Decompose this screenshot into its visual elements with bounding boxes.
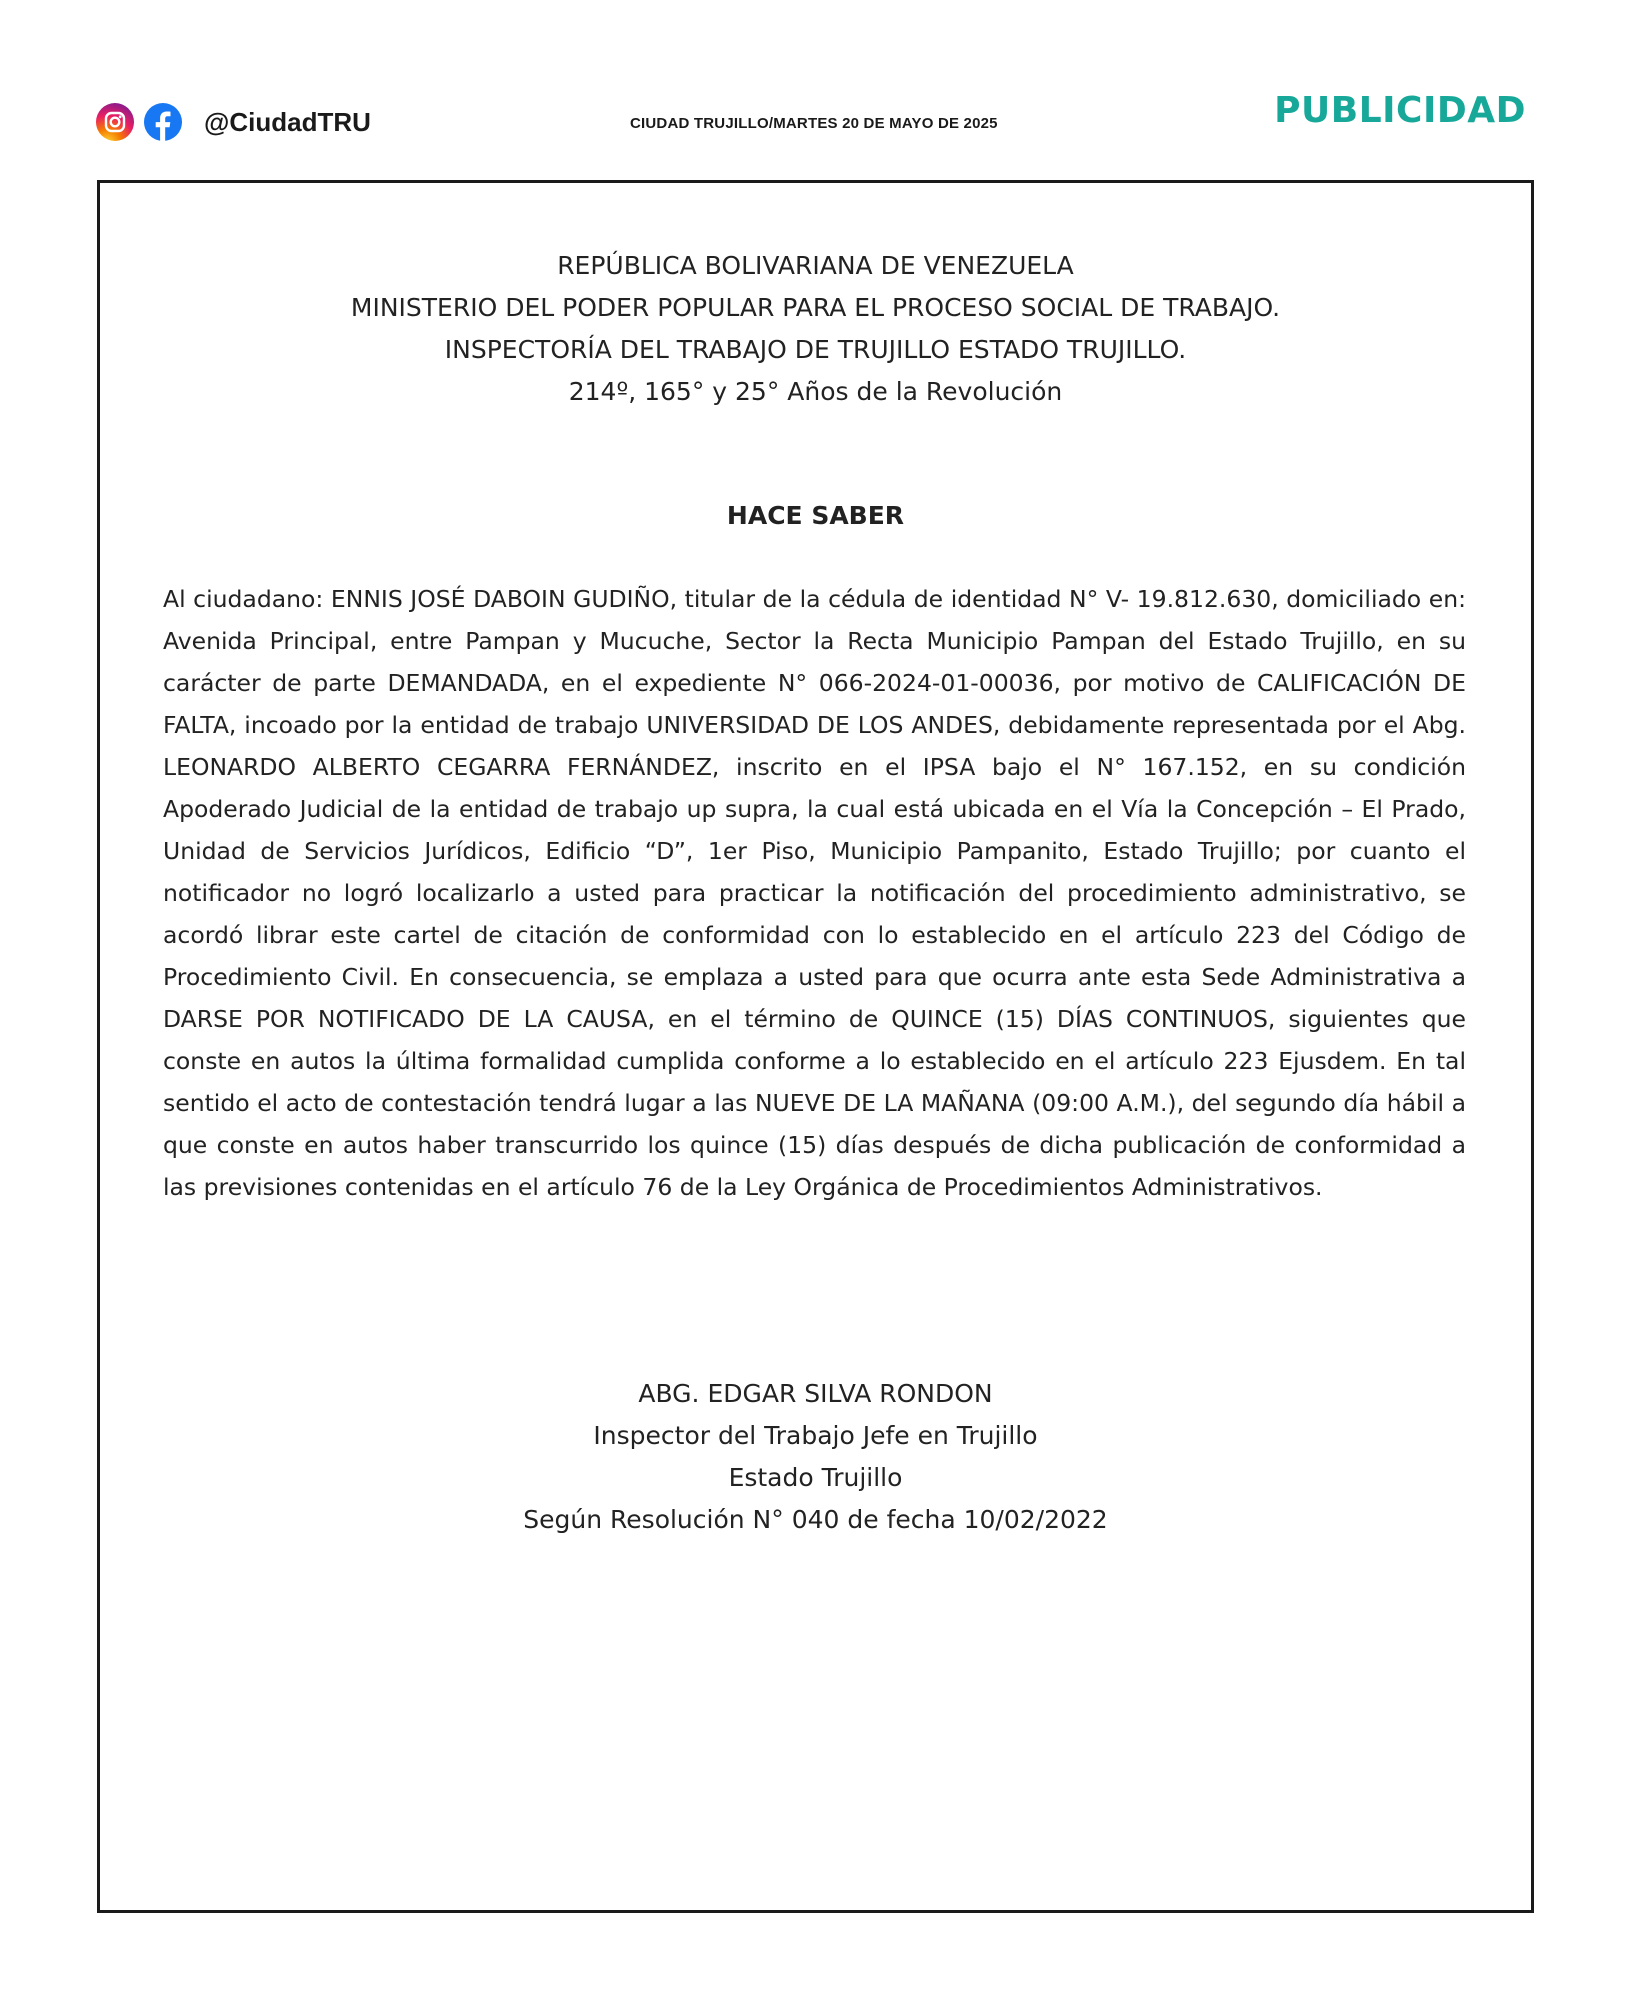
signature-line: ABG. EDGAR SILVA RONDON	[638, 1379, 993, 1408]
legal-notice	[97, 180, 1534, 1913]
signature-line: Estado Trujillo	[728, 1463, 903, 1492]
notice-title: HACE SABER	[726, 501, 905, 530]
page-header	[0, 0, 1634, 170]
heading-line: MINISTERIO DEL PODER POPULAR PARA EL PROCESO SOCIAL DE TRABAJO.	[350, 293, 1281, 322]
heading-line: INSPECTORÍA DEL TRABAJO DE TRUJILLO ESTADO TRUJILLO.	[444, 335, 1187, 364]
facebook-icon[interactable]	[144, 103, 182, 141]
issuing-authority	[100, 245, 1531, 413]
notice-body: Al ciudadano: ENNIS JOSÉ DABOIN GUDIÑO, titular de la cédula de identidad N° V- 19.812.630, domiciliado en: Avenida Principal, entre Pampan y Mucuche, Sector la Recta Municipio Pampan del Estado Trujillo, en su carácter de parte DEMANDADA, en el expediente N° 066-2024-01-00036, por motivo de CALIFICACIÓN DE FALTA, incoado por la entidad de trabajo UNIVERSIDAD DE LOS ANDES, debidamente representada por el Abg. LEONARDO ALBERTO CEGARRA FERNÁNDEZ, inscrito en el IPSA bajo el N° 167.152, en su condición Apoderado Judicial de la entidad de trabajo up supra, la cual está ubicada en el Vía la Concepción – El Prado, Unidad de Servicios Jurídicos, Edificio “D”, 1er Piso, Municipio Pampanito, Estado Trujillo; por cuanto el notificador no logró localizarlo a usted para practicar la notificación del procedimiento administrativo, se acordó librar este cartel de citación de conformidad con lo establecido en el artículo 223 del Código de Procedimiento Civil. En consecuencia, se emplaza a usted para que ocurra ante esta Sede Administrativa a DARSE POR NOTIFICADO DE LA CAUSA, en el término de QUINCE (15) DÍAS CONTINUOS, siguientes que conste en autos la última formalidad cumplida conforme a lo establecido en el artículo 223 Ejusdem. En tal sentido el acto de contestación tendrá lugar a las NUEVE DE LA MAÑANA (09:00 A.M.), del segundo día hábil a que conste en autos haber transcurrido los quince (15) días después de dicha publicación de conformidad a las previsiones contenidas en el artículo 76 de la Ley Orgánica de Procedimientos Administrativos.	[163, 585, 1466, 1201]
social-links	[96, 102, 371, 142]
signature-line: Según Resolución N° 040 de fecha 10/02/2022	[523, 1505, 1108, 1534]
signature-line: Inspector del Trabajo Jefe en Trujillo	[593, 1421, 1038, 1450]
section-label: PUBLICIDAD	[1274, 90, 1526, 131]
social-handle[interactable]: @CiudadTRU	[204, 106, 371, 137]
instagram-icon[interactable]	[96, 103, 134, 141]
heading-line: REPÚBLICA BOLIVARIANA DE VENEZUELA	[557, 251, 1074, 280]
dateline: CIUDAD TRUJILLO/MARTES 20 DE MAYO DE 2025	[630, 115, 998, 132]
signature-block	[100, 1373, 1531, 1541]
heading-line: 214º, 165° y 25° Años de la Revolución	[568, 377, 1063, 406]
